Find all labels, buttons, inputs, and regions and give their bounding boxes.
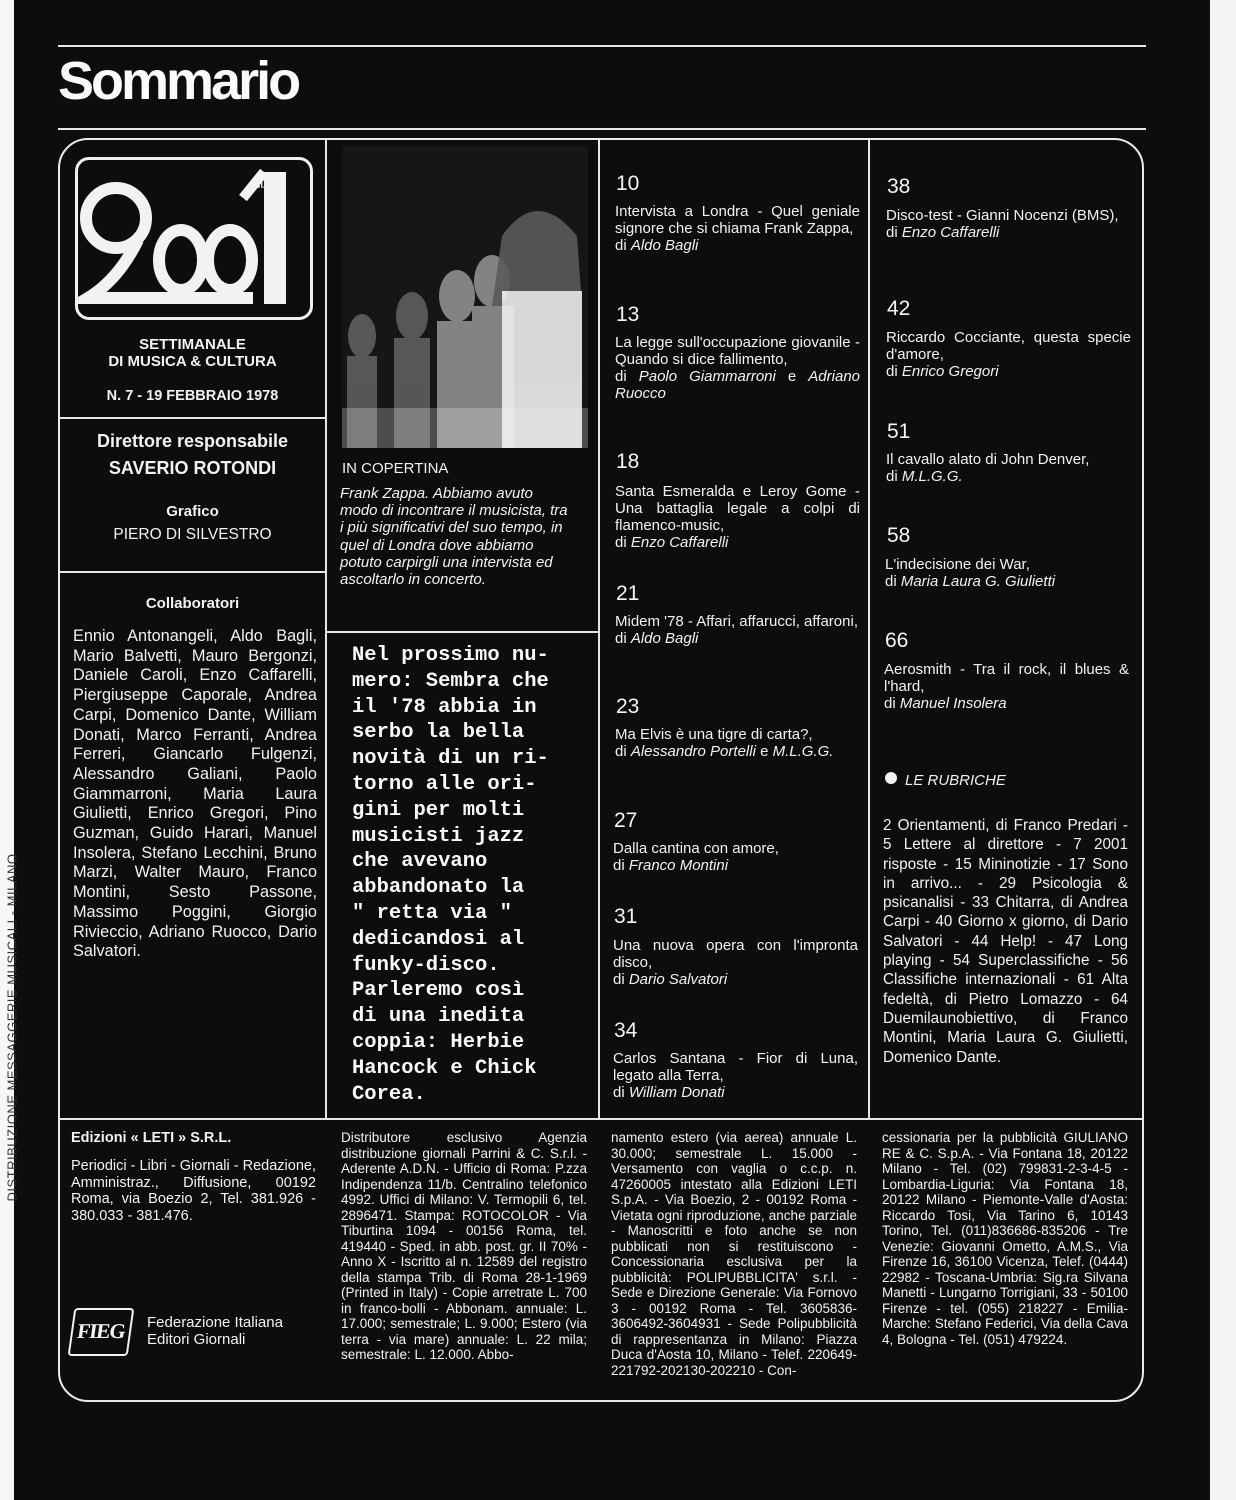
toc-entry-title: Dalla cantina con amore, bbox=[613, 840, 779, 857]
toc-entry-title: Riccardo Cocciante, questa specie d'amore, bbox=[886, 329, 1131, 363]
fieg-line-1: Federazione Italiana bbox=[147, 1314, 283, 1331]
toc-entry bbox=[613, 1050, 858, 1101]
toc-entry bbox=[613, 937, 858, 988]
toc-page-number: 21 bbox=[616, 582, 640, 605]
divider-footer bbox=[60, 1118, 1144, 1120]
next-issue-line: il '78 abbia in bbox=[352, 695, 537, 719]
toc-page-number: 10 bbox=[616, 172, 640, 195]
fieg-logo-icon: FIEG bbox=[68, 1308, 135, 1356]
next-issue-line: Hancock e Chick bbox=[352, 1056, 537, 1080]
toc-entry bbox=[615, 203, 860, 254]
toc-entry-author: Manuel Insolera bbox=[899, 695, 1007, 712]
toc-page-number: 66 bbox=[885, 629, 909, 652]
divider-masthead bbox=[60, 417, 325, 419]
next-issue-line: dedicandosi al bbox=[352, 927, 525, 951]
toc-entry-by: di bbox=[613, 971, 629, 988]
collaborators-label: Collaboratori bbox=[145, 595, 240, 612]
toc-entry-author: Adriano Ruocco bbox=[615, 368, 860, 402]
toc-entry-and: e bbox=[775, 368, 809, 385]
distribution-credit: DISTRIBUZIONE MESSAGGERIE MUSICALI - MILANO bbox=[4, 853, 20, 1202]
toc-entry-author: Enzo Caffarelli bbox=[630, 534, 729, 551]
next-issue-line: musicisti jazz bbox=[352, 824, 525, 848]
toc-entry-author: Franco Montini bbox=[628, 857, 729, 874]
cover-label: IN COPERTINA bbox=[342, 460, 449, 477]
bullet-icon bbox=[885, 772, 897, 784]
issue-date: N. 7 - 19 FEBBRAIO 1978 bbox=[106, 388, 279, 404]
toc-entry bbox=[613, 840, 858, 874]
divider-col1 bbox=[325, 140, 327, 1120]
toc-entry-title: Midem '78 - Affari, affarucci, affaroni, bbox=[615, 613, 858, 630]
director-name: SAVERIO ROTONDI bbox=[108, 458, 277, 478]
toc-entry-title: La legge sull'occupazione giovanile - Quando si dice fallimento, bbox=[615, 334, 860, 368]
toc-entry bbox=[615, 483, 860, 551]
toc-entry-title: Aerosmith - Tra il rock, il blues & l'hard, bbox=[884, 661, 1129, 695]
toc-entry-author: M.L.G.G. bbox=[772, 743, 834, 760]
masthead-subtitle bbox=[60, 336, 325, 370]
graphic-label: Grafico bbox=[166, 503, 219, 520]
toc-entry-author: Maria Laura G. Giulietti bbox=[900, 573, 1056, 590]
page-edge bbox=[1210, 0, 1236, 1500]
toc-page-number: 58 bbox=[887, 524, 911, 547]
toc-page-number: 18 bbox=[616, 450, 640, 473]
toc-entry-author: Dario Salvatori bbox=[628, 971, 728, 988]
next-issue-line: " retta via " bbox=[352, 901, 512, 925]
magazine-logo bbox=[75, 157, 313, 320]
divider-cover bbox=[327, 631, 598, 633]
toc-entry-by: di bbox=[615, 237, 631, 254]
subtitle-line-2: DI MUSICA & CULTURA bbox=[108, 353, 277, 370]
toc-entry-by: di bbox=[615, 630, 631, 647]
toc-entry-by: di bbox=[884, 695, 900, 712]
toc-entry-author: William Donati bbox=[628, 1084, 725, 1101]
concert-photo-image bbox=[342, 146, 588, 448]
toc-entry bbox=[615, 726, 860, 760]
publisher-address: Periodici - Libri - Giornali - Redazione, Amministraz., Diffusione, 00192 Roma, via Boezio 2, Tel. 381.926 - 380.033 - 381.476. bbox=[71, 1158, 316, 1224]
footer-advertising: cessionaria per la pubblicità GIULIANO RE & C. S.p.A. - Via Fontana 18, 20122 Milano - Tel. (02) 799831-2-3-4-5 - Lombardia-Liguria: Via Fontana 18, 20122 Milano - Piemonte-Valle d'Aosta: Riccardo Tosi, Via Tarino 6, 10143 Torino, Tel. (011)836686-835206 - Tre Venezie: Giovanni Ometto, A.M.S., Via Firenze 16, 36100 Vicenza, Telef. (0444) 22982 - Toscana-Umbria: Sig.ra Silvana Manetti - Lungarno Torrigiani, 33 - 50100 Firenze - tel. (055) 218227 - Emilia-Marche: Stefano Federici, Via della Cava 4, Bologna - Tel. (051) 479224. bbox=[882, 1130, 1128, 1347]
next-issue-line: Parleremo così bbox=[352, 979, 525, 1003]
toc-entry-author: Paolo Giammarroni bbox=[638, 368, 776, 385]
divider-col2 bbox=[598, 140, 600, 1120]
rubriche-list: 2 Orientamenti, di Franco Predari - 5 Lettere al direttore - 7 2001 risposte - 15 Mininotizie - 17 Sono in arrivo... - 29 Psicologia & psicanalisi - 33 Chitarra, di Andrea Carpi - 40 Giorno x giorno, di Dario Salvatori - 44 Help! - 47 Long playing - 54 Superclassifiche - 56 Classifiche internazionali - 61 Alta fedeltà, di Pietro Lomazzo - 64 Duemilaunobiettivo, di Franco Montini, Maria Laura G. Giulietti, Domenico Dante. bbox=[883, 817, 1128, 1066]
toc-entry-by: di bbox=[615, 743, 631, 760]
toc-entry bbox=[886, 451, 1131, 485]
toc-page-number: 13 bbox=[616, 303, 640, 326]
next-issue-line: che avevano bbox=[352, 850, 488, 874]
rubriche-label: LE RUBRICHE bbox=[905, 772, 1006, 789]
fieg-line-2: Editori Giornali bbox=[147, 1331, 246, 1348]
toc-entry-and: e bbox=[755, 743, 773, 760]
divider-col3 bbox=[868, 140, 870, 1120]
next-issue-line: novità di un ri- bbox=[352, 747, 549, 771]
toc-entry-title: Il cavallo alato di John Denver, bbox=[886, 451, 1090, 468]
toc-entry-author: Enrico Gregori bbox=[901, 363, 999, 380]
toc-entry-author: Aldo Bagli bbox=[630, 237, 699, 254]
next-issue-line: di una inedita bbox=[352, 1005, 525, 1029]
toc-entry-title: Carlos Santana - Fior di Luna, legato alla Terra, bbox=[613, 1050, 858, 1084]
left-margin-strip bbox=[0, 0, 20, 1500]
next-issue-line: torno alle ori- bbox=[352, 772, 537, 796]
page-title: Sommario bbox=[58, 51, 299, 111]
toc-page-number: 31 bbox=[614, 905, 638, 928]
collaborators-list: Ennio Antonangeli, Aldo Bagli, Mario Balvetti, Mauro Bergonzi, Daniele Caroli, Enzo Caffarelli, Piergiuseppe Caporale, Andrea Carpi, Domenico Dante, William Donati, Marco Ferranti, Andrea Ferreri, Giancarlo Fulgenzi, Alessandro Galiani, Paolo Giammarroni, Maria Laura Giulietti, Enrico Gregori, Pino Guzman, Guido Harari, Manuel Insolera, Stefano Lecchini, Bruno Marzi, Walter Mauro, Franco Montini, Sesto Passone, Massimo Poggini, Giorgio Rivieccio, Adriano Ruocco, Dario Salvatori. bbox=[73, 627, 317, 961]
director-label: Direttore responsabile bbox=[96, 431, 289, 451]
toc-page-number: 51 bbox=[887, 420, 911, 443]
cover-caption: Frank Zappa. Abbiamo avuto modo di incontrare il musicista, tra i più significativi del suo tempo, in quel di Londra dove abbiamo potuto carpirgli una intervista ed ascoltarlo in concerto. bbox=[340, 485, 568, 589]
toc-entry-by: di bbox=[886, 224, 902, 241]
toc-page-number: 34 bbox=[614, 1019, 638, 1042]
fieg-name bbox=[147, 1314, 283, 1348]
title-rule bbox=[58, 128, 1146, 130]
toc-page-number: 27 bbox=[614, 809, 638, 832]
toc-entry-author: Enzo Caffarelli bbox=[901, 224, 1000, 241]
next-issue-line: Corea. bbox=[352, 1082, 426, 1106]
next-issue-line: mero: Sembra che bbox=[352, 669, 549, 693]
subtitle-line-1: SETTIMANALE bbox=[139, 336, 246, 353]
logo-small-text: CIAO bbox=[254, 180, 277, 190]
next-issue-box bbox=[352, 643, 592, 1107]
toc-entry-by: di bbox=[613, 1084, 629, 1101]
toc-entry bbox=[615, 334, 860, 402]
publisher-name: Edizioni « LETI » S.R.L. bbox=[71, 1130, 232, 1146]
toc-page-number: 38 bbox=[887, 175, 911, 198]
toc-entry-by: di bbox=[613, 857, 629, 874]
next-issue-line: gini per molti bbox=[352, 798, 525, 822]
toc-entry-author: M.L.G.G. bbox=[901, 468, 963, 485]
toc-entry bbox=[884, 661, 1129, 712]
toc-entry bbox=[615, 613, 860, 647]
toc-entry-by: di bbox=[886, 363, 902, 380]
toc-entry-by: di bbox=[615, 368, 639, 385]
toc-entry-by: di bbox=[886, 468, 902, 485]
toc-entry-title: Intervista a Londra - Quel geniale signore che si chiama Frank Zappa, bbox=[615, 203, 860, 237]
toc-entry-author: Aldo Bagli bbox=[630, 630, 699, 647]
toc-entry-title: L'indecisione dei War, bbox=[885, 556, 1030, 573]
toc-entry-title: Disco-test - Gianni Nocenzi (BMS), bbox=[886, 207, 1119, 224]
toc-entry-title: Ma Elvis è una tigre di carta?, bbox=[615, 726, 813, 743]
next-issue-line: abbandonato la bbox=[352, 876, 525, 900]
cover-photo bbox=[342, 146, 588, 448]
next-issue-line: serbo la bella bbox=[352, 721, 525, 745]
toc-entry bbox=[886, 207, 1131, 241]
next-issue-line: Nel prossimo nu- bbox=[352, 644, 549, 667]
toc-page-number: 23 bbox=[616, 695, 640, 718]
next-issue-line: funky-disco. bbox=[352, 953, 500, 977]
toc-entry bbox=[885, 556, 1130, 590]
toc-entry bbox=[886, 329, 1131, 380]
graphic-name: PIERO DI SILVESTRO bbox=[113, 526, 272, 543]
toc-entry-by: di bbox=[615, 534, 631, 551]
footer-subscriptions: namento estero (via aerea) annuale L. 30.000; semestrale L. 15.000 - Versamento con vaglia o c.c.p. n. 47260005 intestato alla Edizioni LETI S.p.A. - Via Boezio, 2 - 00192 Roma - Vietata ogni riproduzione, anche parziale - Manoscritti e foto anche se non pubblicati non si restituiscono - Concessionaria esclusiva per la pubblicità: POLIPUBBLICITA' s.r.l. - Sede e Direzione Generale: Via Fornovo 3 - 00192 Roma - Tel. 3605836-3606492-3604931 - Sede Polipubblicità di rappresentanza in Milano: Piazza Duca d'Aosta 10, Milano - Telef. 220649-221792-202130-202210 - Con- bbox=[611, 1130, 857, 1378]
divider-staff bbox=[60, 571, 325, 573]
next-issue-line: coppia: Herbie bbox=[352, 1030, 525, 1054]
toc-page-number: 42 bbox=[887, 297, 911, 320]
toc-entry-title: Una nuova opera con l'impronta disco, bbox=[613, 937, 858, 971]
toc-entry-by: di bbox=[885, 573, 901, 590]
footer-distribution: Distributore esclusivo Agenzia distribuzione giornali Parrini & C. S.r.l. - Aderente A.D.N. - Ufficio di Roma: P.zza Indipendenza 11/b. Centralino telefonico 4992. Uffici di Milano: V. Termopili 6, tel. 2896471. Stampa: ROTOCOLOR - Via Tiburtina 1094 - 00156 Roma, tel. 419440 - Sped. in abb. post. gr. II 70% - Anno X - Iscritto al n. 12589 del registro della stampa Trib. di Roma 28-1-1969 (Printed in Italy) - Copie arretrate L. 700 in franco-bolli - Abbonam. annuale: L. 17.000; semestrale; L. 9.000; Estero (via terra - via mare) annuale: L. 22 mila; semestrale: L. 12.000. Abbo- bbox=[341, 1130, 587, 1362]
toc-entry-title: Santa Esmeralda e Leroy Gome - Una battaglia legale a colpi di flamenco-music, bbox=[615, 483, 860, 534]
toc-entry-author: Alessandro Portelli bbox=[630, 743, 756, 760]
top-rule bbox=[58, 45, 1146, 47]
